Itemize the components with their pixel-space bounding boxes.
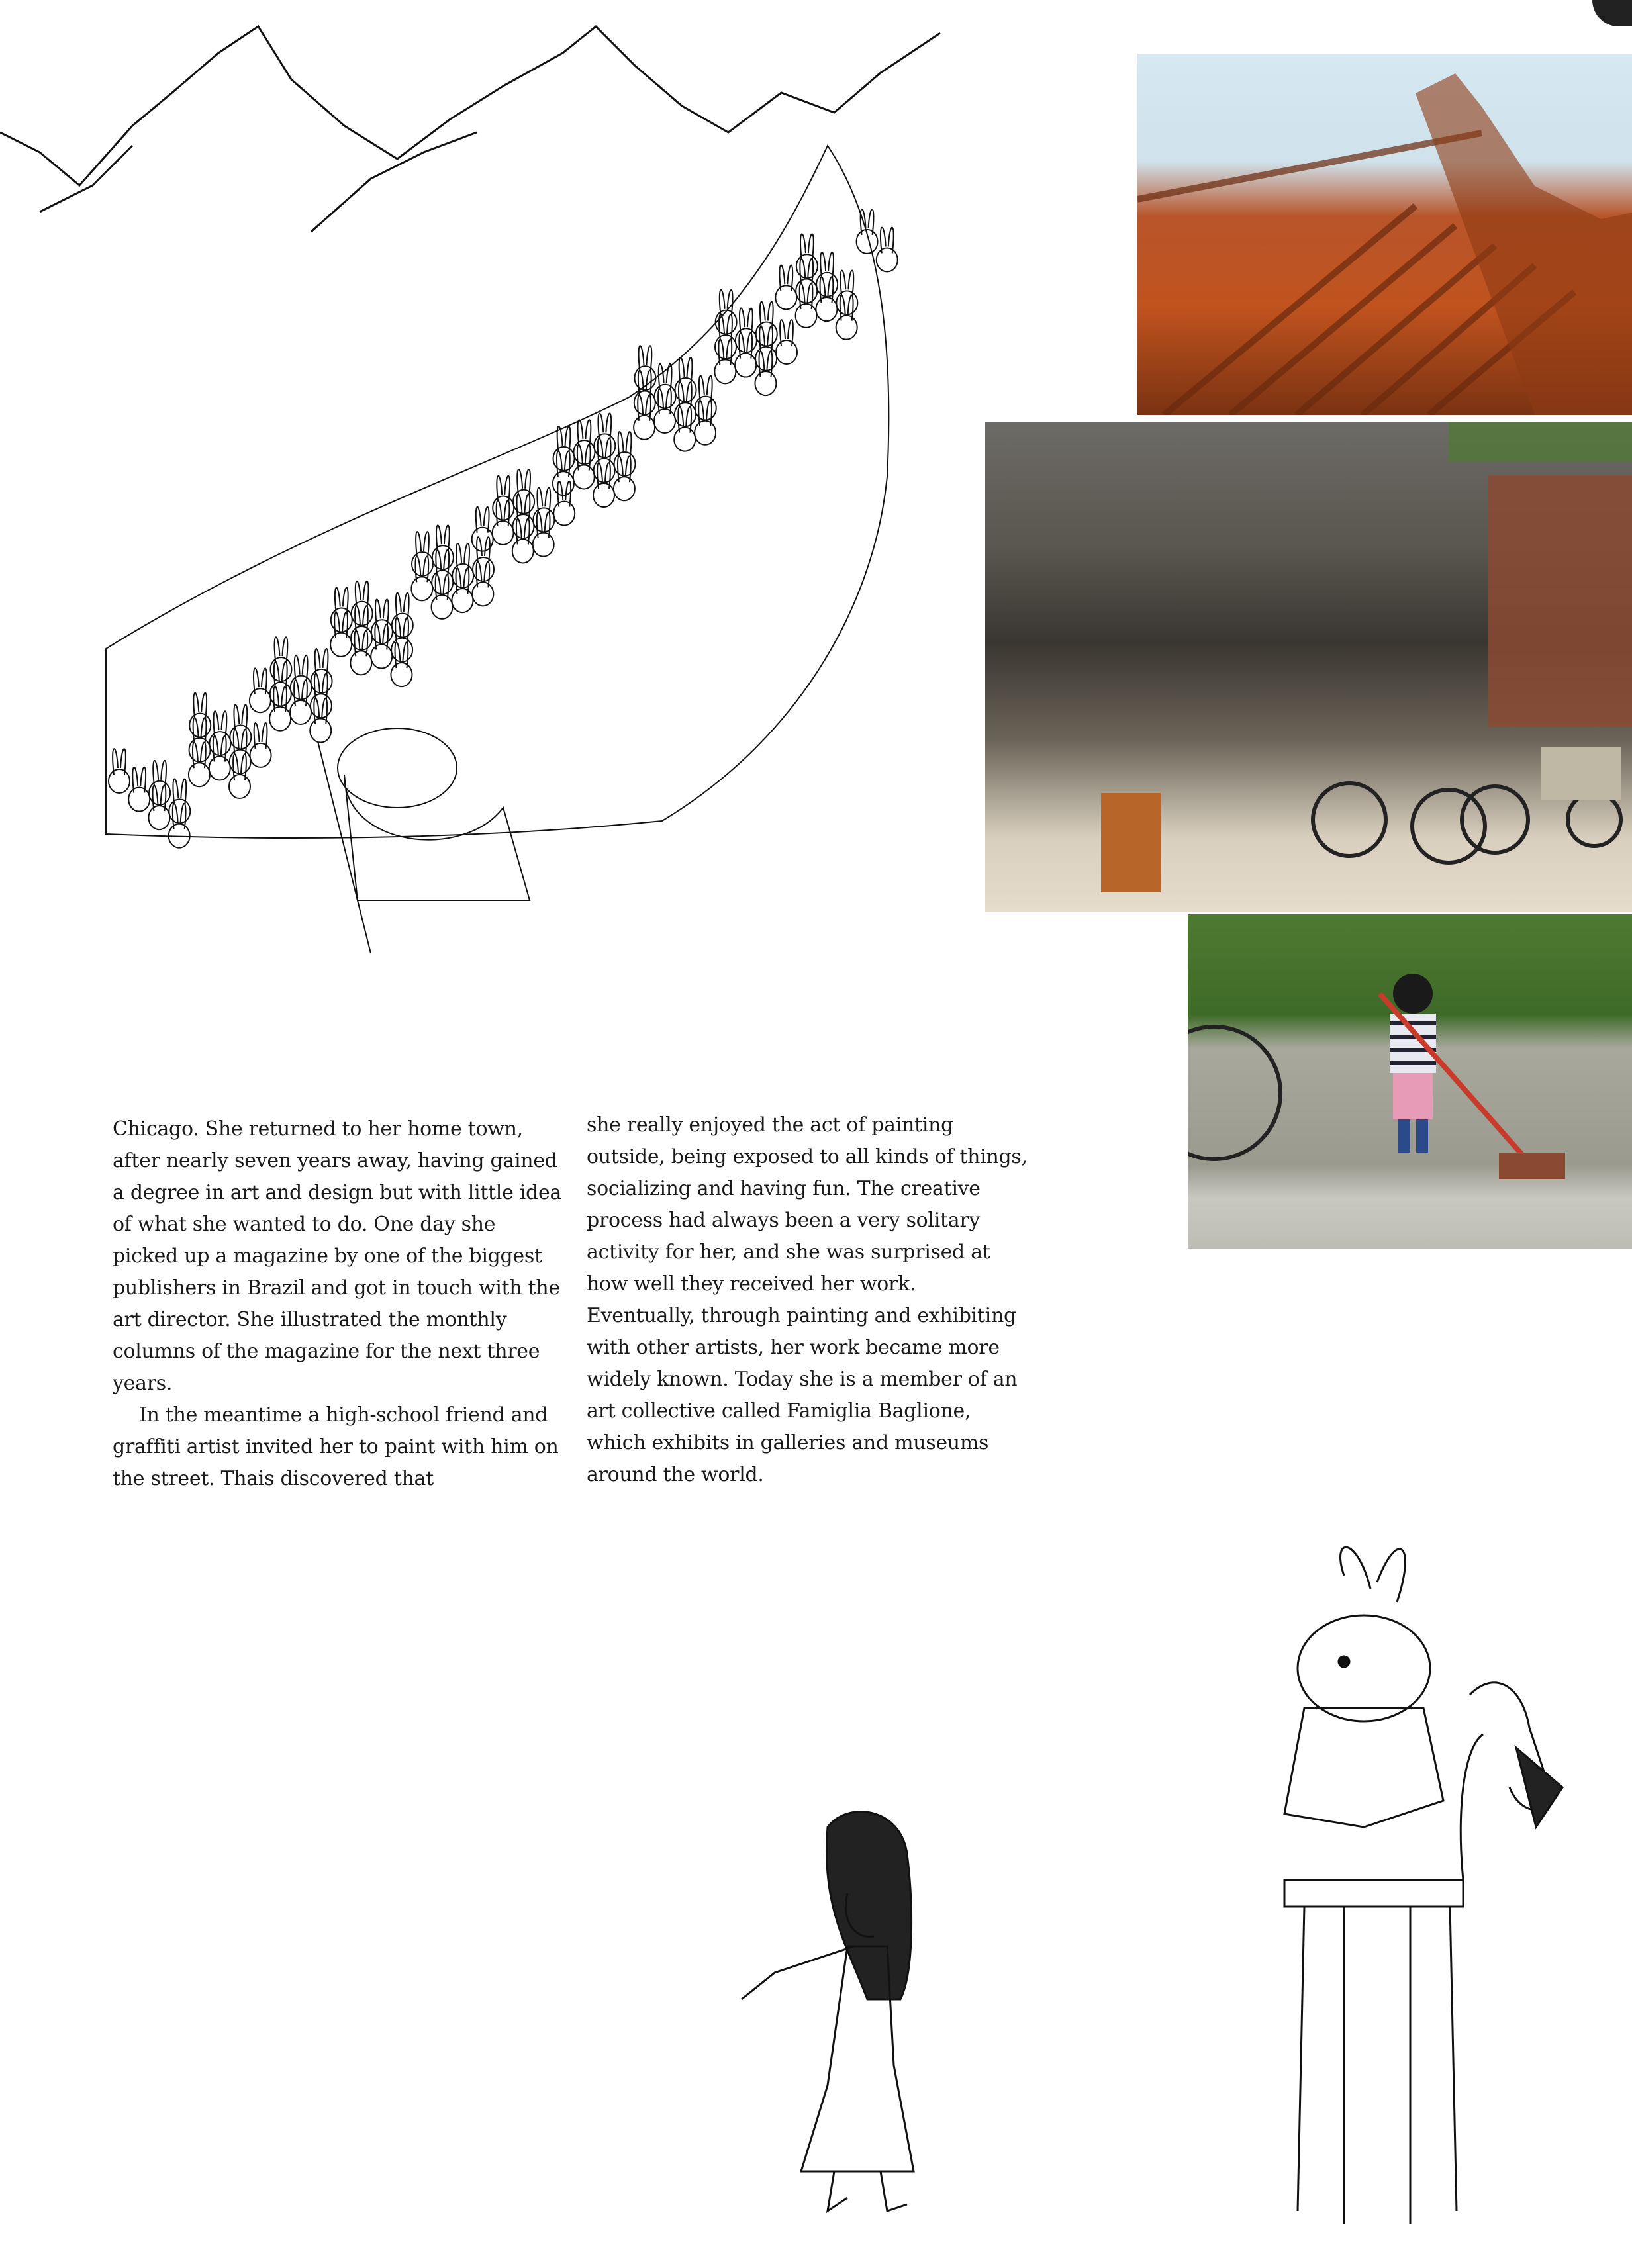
bunny-sketch bbox=[452, 568, 473, 612]
text-column-right bbox=[587, 1110, 1030, 1491]
bunny-sketch bbox=[816, 277, 837, 321]
bunny-sketch bbox=[148, 785, 169, 829]
rabbit-on-chair-illustration bbox=[1245, 1536, 1589, 2238]
page-corner-shadow bbox=[1592, 0, 1632, 26]
bunny-sketch bbox=[109, 749, 130, 793]
bunny-sketch bbox=[250, 668, 271, 712]
bunny-sketch bbox=[877, 228, 898, 272]
bunny-sketch bbox=[695, 401, 716, 445]
bunny-sketch bbox=[714, 339, 736, 383]
paragraph: In the meantime a high-school friend and graffiti artist invited her to paint with him on the street. Thais discovered that bbox=[113, 1403, 559, 1490]
text-column-left bbox=[113, 1113, 563, 1495]
bunny-sketch bbox=[189, 742, 210, 786]
girl-illustration bbox=[715, 1801, 980, 2224]
bunny-sketch bbox=[209, 736, 230, 780]
bunny-sketch bbox=[350, 630, 371, 675]
bunny-sketch bbox=[573, 445, 595, 489]
paragraph: she really enjoyed the act of painting outside, being exposed to all kinds of things, socializing and having fun. The creative process had always been a very solitary activity for her, and she was surprised at how well they received her work. Eventually, through painting and exhibiting with other artists, her work became more widely known. Today she is a member of an art collective called Famiglia Baglione, which exhibits in galleries and museums around the world. bbox=[587, 1113, 1028, 1486]
bunny-sketch bbox=[735, 333, 756, 377]
paragraph: Chicago. She returned to her home town, after nearly seven years away, having gained a degree in art and design but with little idea of what she wanted to do. One day she picked up a magazine by one of the biggest publishers in Brazil and got in touch with the art director. She illustrated the monthly columns of the magazine for the next three years. bbox=[113, 1117, 562, 1395]
bunny-sketch bbox=[755, 351, 776, 395]
bunny-sketch bbox=[472, 561, 493, 606]
bunny-sketch bbox=[310, 698, 331, 743]
photo-courtyard-bicycles bbox=[985, 422, 1632, 912]
bunny-sketch bbox=[654, 389, 675, 433]
bunny-sketch bbox=[391, 642, 412, 686]
bunny-sketch bbox=[269, 686, 291, 731]
bunny-sketch bbox=[330, 612, 352, 657]
bunny-sketch bbox=[553, 481, 575, 526]
bunny-sketch bbox=[533, 512, 554, 557]
bunny-sketch bbox=[614, 456, 635, 500]
bunny-sketch bbox=[250, 723, 271, 767]
bunny-sketch bbox=[229, 754, 250, 798]
bunny-sketch bbox=[836, 295, 857, 340]
bunny-sketch bbox=[169, 804, 190, 848]
bunny-sketch bbox=[411, 556, 432, 600]
bunny-sketch bbox=[493, 500, 514, 545]
bunny-sketch bbox=[775, 265, 796, 309]
bunny-sketch bbox=[776, 320, 797, 364]
bunny-sketch bbox=[857, 209, 878, 254]
bunny-sketch bbox=[290, 680, 311, 724]
bunny-sketch bbox=[432, 575, 453, 619]
bunny-sketch bbox=[796, 283, 817, 328]
bunny-sketch bbox=[593, 463, 614, 507]
bunny-sketch bbox=[674, 407, 695, 451]
bunny-sketch bbox=[634, 395, 655, 440]
rabbit-crowd-illustration bbox=[0, 13, 960, 960]
bunny-sketch bbox=[128, 767, 150, 812]
bunny-sketch bbox=[512, 519, 534, 563]
photo-child-sweeping bbox=[1188, 914, 1632, 1249]
bunny-sketch bbox=[371, 624, 392, 669]
photo-temple-roof bbox=[1137, 54, 1632, 415]
